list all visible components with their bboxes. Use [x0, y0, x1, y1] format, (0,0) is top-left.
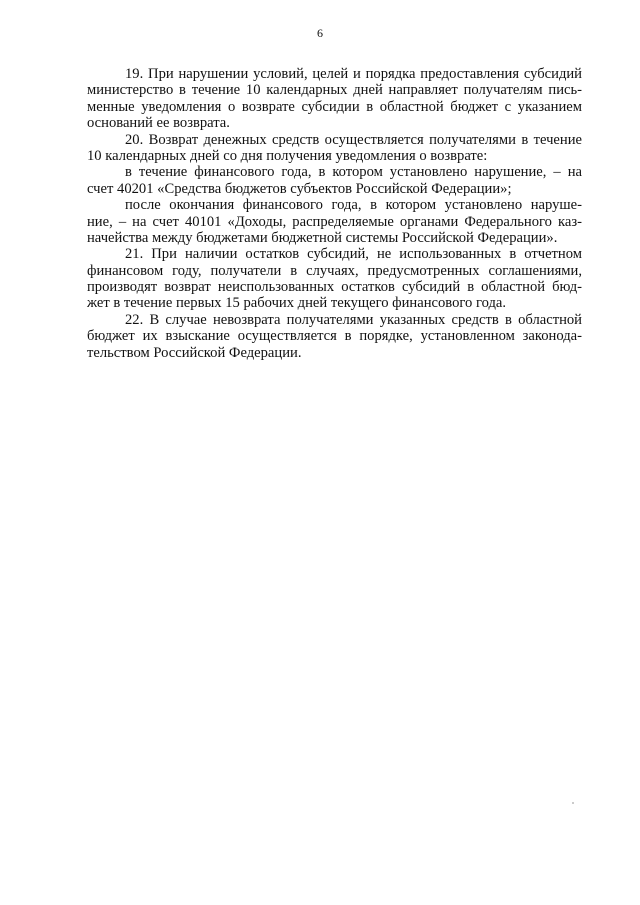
- paragraph-line: жет в течение первых 15 рабочих дней текущего финансового года.: [87, 295, 506, 312]
- document-body: [87, 66, 582, 361]
- paragraph-22: [87, 312, 582, 361]
- paragraph-line: 21. При наличии остатков субсидий, не использованных в отчетном: [125, 246, 582, 263]
- paragraph-line: 22. В случае невозврата получателями указанных средств в областной: [125, 311, 582, 328]
- paragraph-line: финансовом году, получатели в случаях, предусмотренных соглашениями,: [87, 262, 582, 279]
- paragraph-line: в течение финансового года, в котором установлено нарушение, – на: [125, 164, 582, 181]
- paragraph-line: бюджет их взыскание осуществляется в порядке, установленном законода-: [87, 328, 582, 345]
- paragraph-line: тельством Российской Федерации.: [87, 344, 302, 361]
- paragraph-line: 19. При нарушении условий, целей и порядка предоставления субсидий: [125, 66, 582, 82]
- paragraph-20: [87, 132, 582, 165]
- paragraph-line: производят возврат неиспользованных остатков субсидий в областной бюд-: [87, 279, 582, 296]
- page-number: 6: [317, 26, 323, 40]
- paragraph-line: оснований ее возврата.: [87, 115, 230, 132]
- paragraph-line: менные уведомления о возврате субсидии в областной бюджет с указанием: [87, 98, 582, 115]
- scan-speck: [572, 802, 574, 804]
- paragraph-19: [87, 66, 582, 132]
- paragraph-20-subitem-after-year: [87, 197, 582, 246]
- paragraph-20-subitem-during-year: [87, 164, 582, 197]
- paragraph-line: 20. Возврат денежных средств осуществляется получателями в течение: [125, 131, 582, 148]
- paragraph-line: после окончания финансового года, в котором установлено наруше-: [125, 197, 582, 214]
- paragraph-line: министерство в течение 10 календарных дней направляет получателям пись-: [87, 82, 582, 99]
- paragraph-line: 10 календарных дней со дня получения уведомления о возврате:: [87, 147, 488, 164]
- paragraph-line: ние, – на счет 40101 «Доходы, распределяемые органами Федерального каз-: [87, 213, 582, 230]
- paragraph-21: [87, 246, 582, 312]
- paragraph-line: начейства между бюджетами бюджетной системы Российской Федерации».: [87, 229, 558, 246]
- paragraph-line: счет 40201 «Средства бюджетов субъектов Российской Федерации»;: [87, 180, 512, 197]
